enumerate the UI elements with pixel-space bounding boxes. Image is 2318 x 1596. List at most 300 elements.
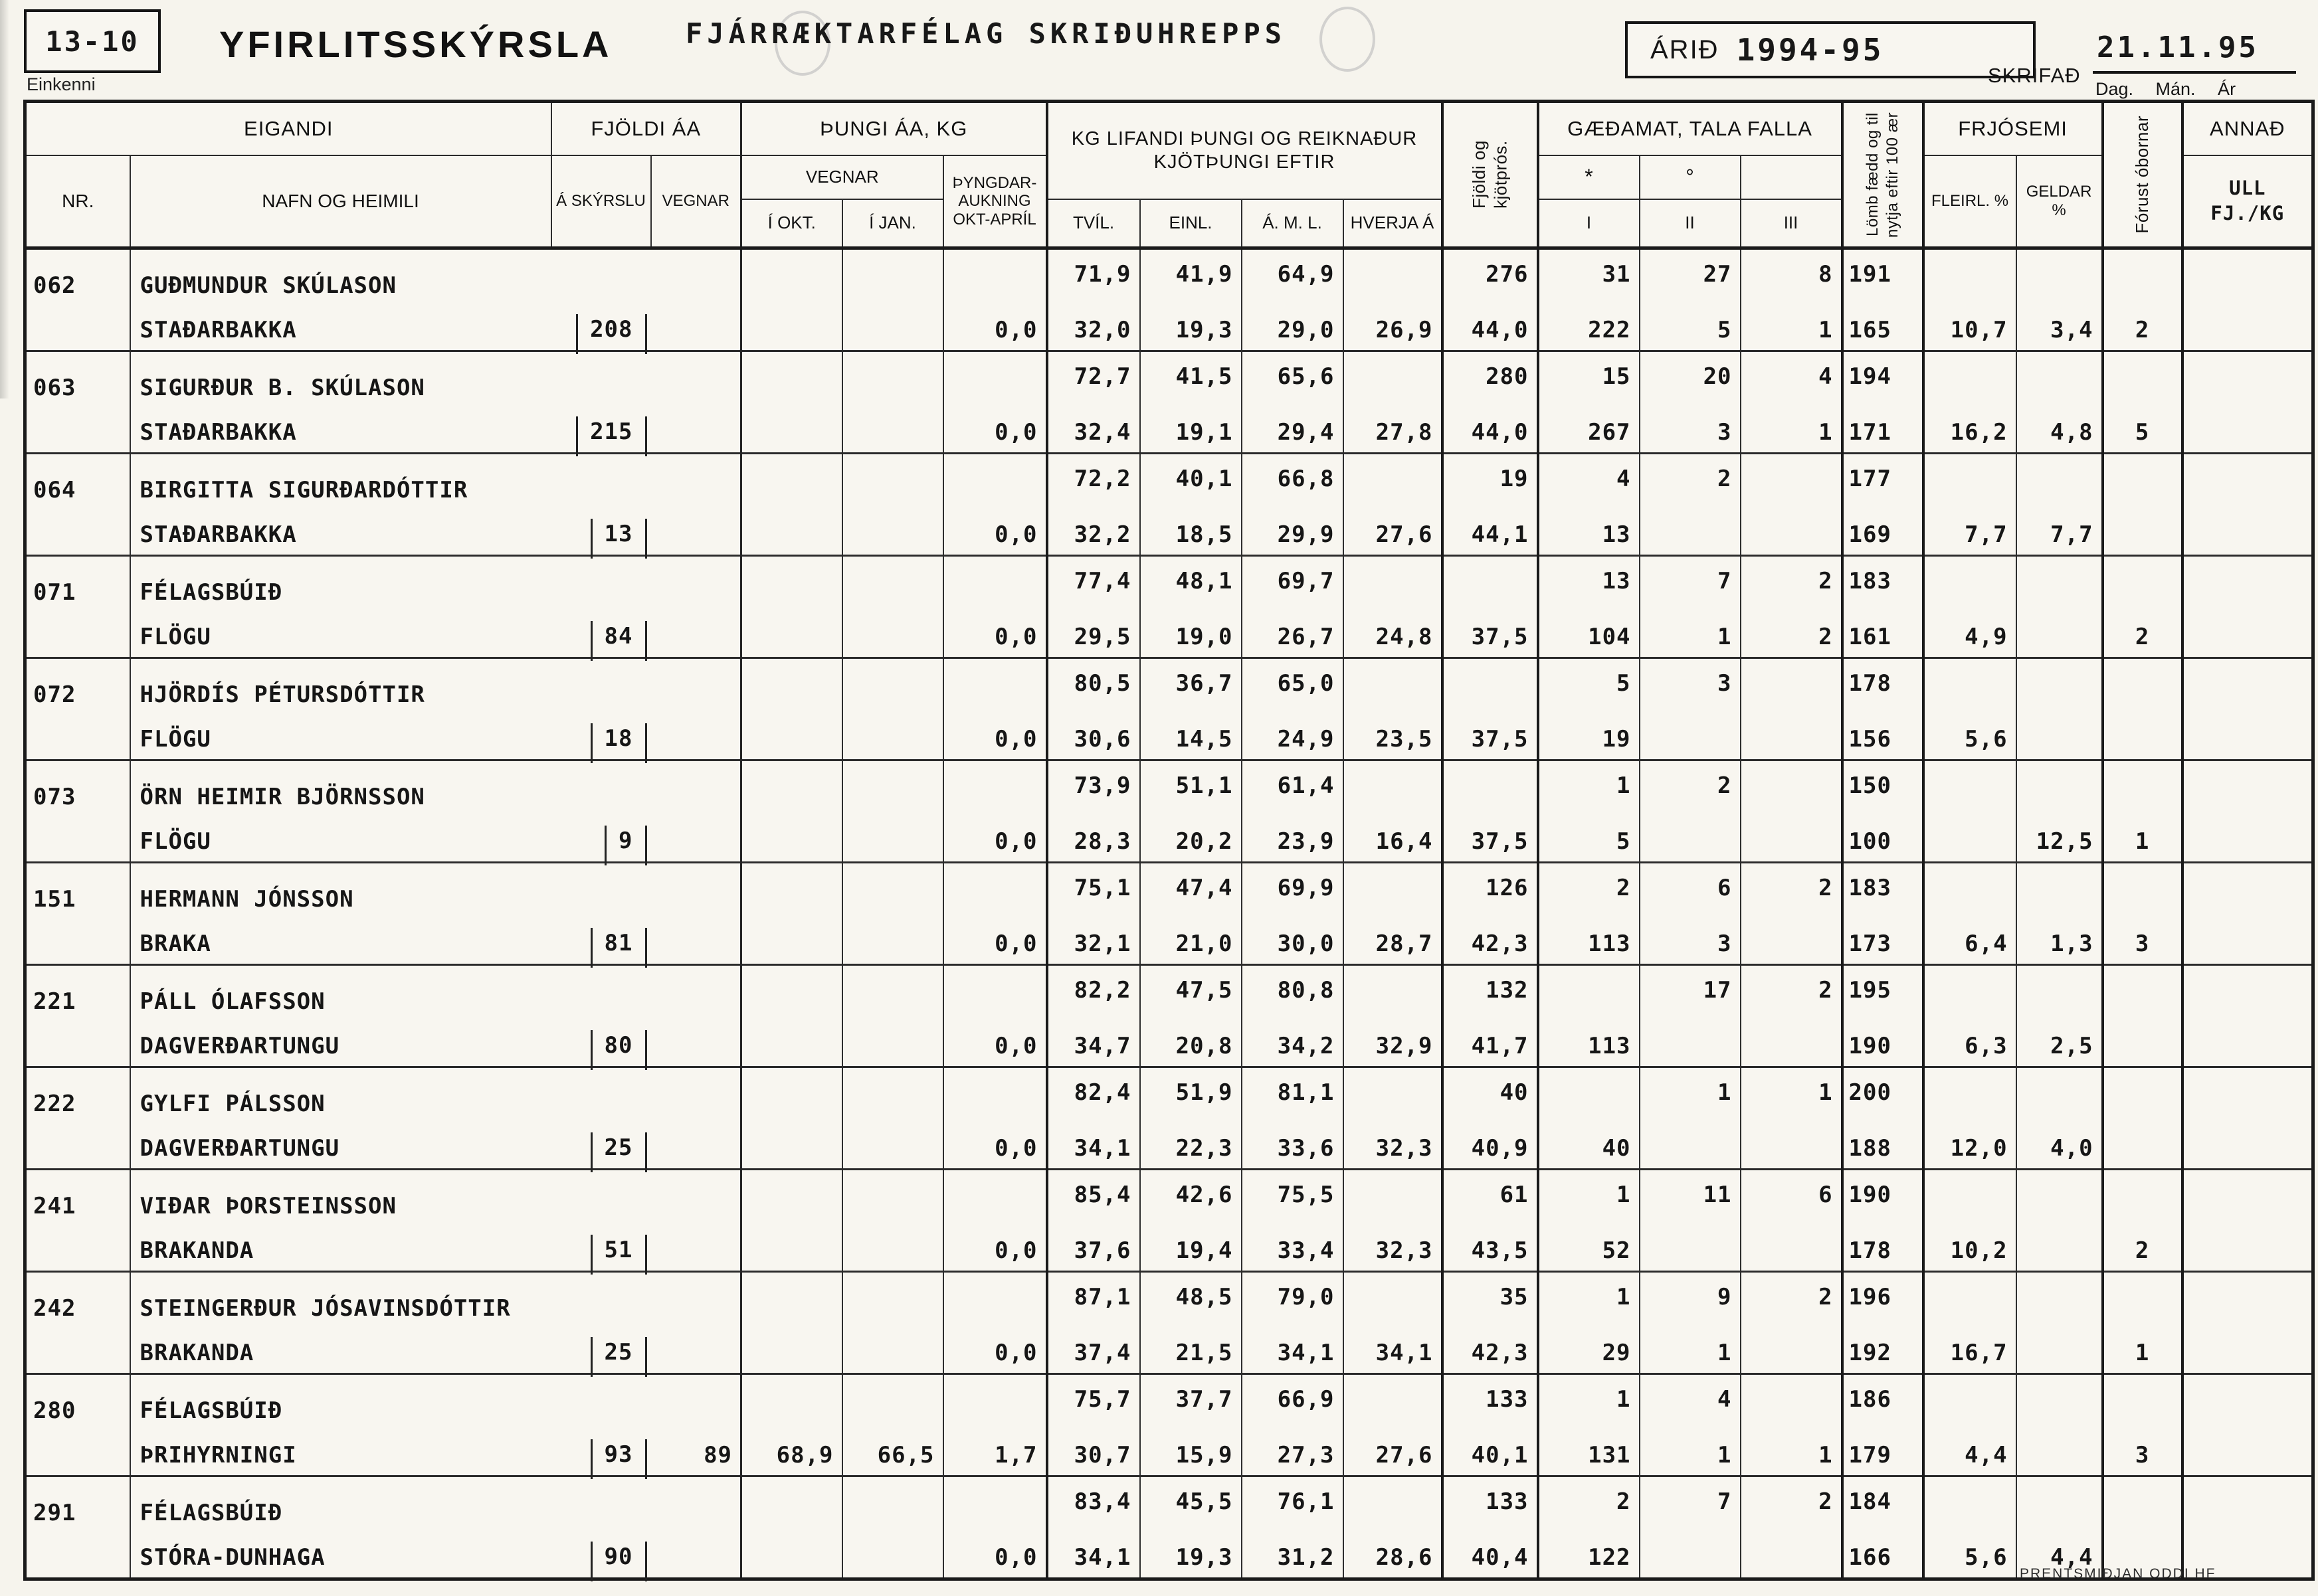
cell-hverjaa: [1343, 863, 1442, 965]
cell-line-1: 190: [1848, 1182, 1891, 1208]
cell-g1: [1538, 1374, 1640, 1476]
cell-line-1: [1344, 1273, 1441, 1322]
cell-line-2: 166: [1848, 1544, 1891, 1571]
cell-vegnar: [651, 1067, 741, 1170]
cell-i_okt: [741, 1374, 842, 1476]
cell-line-2: 27,8: [1375, 419, 1433, 446]
cell-a_skyrslu: [551, 863, 651, 965]
cell-line-2: 5,6: [1965, 726, 2008, 753]
cell-lomb: [1842, 454, 1923, 556]
table-row: [25, 1272, 2313, 1374]
cell-line-1: 4: [1616, 466, 1631, 492]
cell-vegnar: [651, 965, 741, 1067]
cell-line-1: [843, 659, 943, 708]
cell-line-1: PÁLL ÓLAFSSON: [140, 988, 326, 1015]
cell-line-2: 192: [1848, 1340, 1891, 1366]
cell-fleirl: [1923, 1272, 2016, 1374]
header-grade-i: I: [1538, 199, 1640, 248]
cell-vegnar: [651, 1374, 741, 1476]
cell-line-2: [2184, 606, 2312, 657]
cell-nr: [25, 351, 130, 454]
cell-line-1: [551, 557, 651, 606]
cell-line-2: [551, 1322, 651, 1373]
cell-i_okt: [741, 760, 842, 863]
cell-tvil: [1047, 1476, 1140, 1579]
cell-line-1: 2: [1717, 466, 1732, 492]
cell-einl: [1140, 1374, 1242, 1476]
cell-line-2: [2184, 913, 2312, 964]
cell-line-1: 48,1: [1175, 568, 1233, 594]
cell-i_jan: [842, 248, 943, 351]
cell-line-2: [651, 1526, 741, 1577]
cell-line-2: [843, 708, 943, 759]
einkenni-value: 13-10: [45, 25, 140, 58]
cell-a_skyrslu: [551, 1170, 651, 1272]
cell-line-1: 51,9: [1175, 1079, 1233, 1106]
cell-line-1: 9: [1717, 1284, 1732, 1310]
cell-i_okt: [741, 351, 842, 454]
cell-line-1: [651, 250, 741, 299]
cell-fjoldi: [1442, 1170, 1538, 1272]
cell-line-1: [742, 1273, 842, 1322]
cell-lomb: [1842, 863, 1923, 965]
cell-line-1: 195: [1848, 977, 1891, 1004]
cell-line-2: [1925, 810, 2016, 861]
cell-line-1: [2184, 250, 2312, 299]
cell-line-2: 68,9: [776, 1442, 834, 1468]
cell-aukning: [943, 760, 1047, 863]
cell-g3: [1741, 1170, 1842, 1272]
cell-line-2: [27, 913, 130, 964]
cell-line-1: [843, 1068, 943, 1117]
cell-line-1: [651, 557, 741, 606]
cell-line-2: [551, 1015, 651, 1066]
cell-line-1: [651, 1477, 741, 1526]
cell-line-2: [651, 299, 741, 350]
cell-fjoldi: [1442, 454, 1538, 556]
cell-line-2: STÓRA-DUNHAGA: [140, 1544, 326, 1571]
cell-line-1: 81,1: [1277, 1079, 1335, 1106]
cell-line-1: 178: [1848, 670, 1891, 697]
cell-tvil: [1047, 248, 1140, 351]
header-vegnar-fjoldi: VEGNAR: [651, 155, 741, 248]
cell-i_okt: [741, 556, 842, 658]
header-star-icon: *: [1538, 155, 1640, 199]
cell-forust: [2103, 1476, 2182, 1579]
cell-line-2: 41,7: [1471, 1033, 1529, 1059]
cell-aukning: [943, 1374, 1047, 1476]
cell-line-2: 0,0: [995, 1033, 1038, 1059]
cell-a_skyrslu: [551, 1476, 651, 1579]
cell-vegnar: [651, 454, 741, 556]
cell-line-1: [843, 863, 943, 913]
cell-line-2: 30,7: [1074, 1442, 1131, 1468]
cell-line-1: [1925, 1170, 2016, 1219]
cell-g1: [1538, 351, 1640, 454]
cell-line-1: 280: [1486, 363, 1529, 390]
cell-g1: [1538, 658, 1640, 760]
cell-line-1: [1344, 250, 1441, 299]
cell-lomb: [1842, 248, 1923, 351]
cell-line-2: [2184, 503, 2312, 555]
cell-line-2: [551, 299, 651, 350]
cell-line-1: [551, 454, 651, 503]
cell-line-1: [1444, 761, 1537, 810]
table-row: [25, 760, 2313, 863]
cell-line-1: [944, 659, 1046, 708]
cell-line-1: GUÐMUNDUR SKÚLASON: [140, 272, 397, 299]
cell-line-2: 30,6: [1074, 726, 1131, 753]
cell-nr: [25, 965, 130, 1067]
cell-line-2: [651, 1322, 741, 1373]
cell-line-2: 40,4: [1471, 1544, 1529, 1571]
cell-line-2: 179: [1848, 1442, 1891, 1468]
cell-line-2: ÞRIHYRNINGI: [140, 1442, 297, 1468]
cell-line-1: [551, 1375, 651, 1424]
cell-line-2: 28,3: [1074, 828, 1131, 855]
cell-line-2: [2104, 1015, 2181, 1066]
cell-line-1: [944, 761, 1046, 810]
cell-line-1: 61: [1499, 1182, 1529, 1208]
cell-line-2: 23,9: [1277, 828, 1335, 855]
cell-line-2: 89: [704, 1442, 733, 1468]
cell-line-2: 33,4: [1277, 1237, 1335, 1264]
cell-fleirl: [1923, 454, 2016, 556]
cell-fleirl: [1923, 965, 2016, 1067]
cell-line-2: [2017, 708, 2101, 759]
cell-a_skyrslu: [551, 1067, 651, 1170]
cell-line-2: [651, 1219, 741, 1271]
cell-geldar: [2016, 658, 2103, 760]
cell-line-2: 21,5: [1175, 1340, 1233, 1366]
cell-line-2: [27, 1117, 130, 1168]
cell-line-2: [2017, 606, 2101, 657]
table-row: [25, 556, 2313, 658]
cell-tvil: [1047, 863, 1140, 965]
cell-line-1: 183: [1848, 568, 1891, 594]
cell-line-1: 064: [33, 477, 76, 503]
cell-geldar: [2016, 248, 2103, 351]
cell-vegnar: [651, 1170, 741, 1272]
cell-line-1: [1344, 557, 1441, 606]
cell-line-2: [742, 708, 842, 759]
cell-line-1: [2017, 966, 2101, 1015]
cell-line-1: [944, 250, 1046, 299]
cell-aukning: [943, 863, 1047, 965]
cell-aml: [1242, 1374, 1343, 1476]
cell-line-1: 194: [1848, 363, 1891, 390]
cell-g2: [1640, 351, 1741, 454]
cell-tvil: [1047, 658, 1140, 760]
cell-line-1: 191: [1848, 261, 1891, 288]
cell-line-1: 6: [1818, 1182, 1833, 1208]
cell-line-1: [1344, 761, 1441, 810]
cell-line-1: [1539, 966, 1639, 1015]
cell-geldar: [2016, 1067, 2103, 1170]
cell-line-2: 40: [1602, 1135, 1631, 1162]
cell-forust: [2103, 1067, 2182, 1170]
cell-a_skyrslu: [551, 1272, 651, 1374]
cell-line-2: 10,7: [1950, 317, 2008, 343]
cell-line-1: [944, 1273, 1046, 1322]
table-row: [25, 454, 2313, 556]
cell-line-2: [551, 401, 651, 452]
table-row: [25, 351, 2313, 454]
date-caption: Dag. Mán. Ár: [2095, 79, 2236, 99]
cell-line-2: 34,1: [1277, 1340, 1335, 1366]
cell-line-2: 37,5: [1471, 726, 1529, 753]
cell-line-1: [2184, 352, 2312, 401]
cell-line-2: [2184, 1117, 2312, 1168]
header-gaedamat: GÆÐAMAT, TALA FALLA: [1538, 102, 1842, 156]
cell-line-2: 12,0: [1950, 1135, 2008, 1162]
cell-i_okt: [741, 1272, 842, 1374]
cell-g3: [1741, 1374, 1842, 1476]
cell-line-1: [944, 454, 1046, 503]
count-with-tick-marks: 18: [591, 723, 647, 763]
cell-line-1: 73,9: [1074, 772, 1131, 799]
written-date-block: [2093, 31, 2296, 100]
count-with-tick-marks: 84: [591, 621, 647, 661]
cell-line-1: [843, 1477, 943, 1526]
cell-vegnar: [651, 760, 741, 863]
cell-line-1: [944, 863, 1046, 913]
cell-hverjaa: [1343, 454, 1442, 556]
cell-line-2: 33,6: [1277, 1135, 1335, 1162]
cell-line-1: 2: [1818, 977, 1833, 1004]
cell-line-1: 242: [33, 1295, 76, 1322]
cell-line-2: STAÐARBAKKA: [140, 317, 297, 343]
cell-fleirl: [1923, 1476, 2016, 1579]
count-with-tick-marks: 13: [591, 519, 647, 559]
cell-line-2: 16,7: [1950, 1340, 2008, 1366]
cell-line-1: [651, 659, 741, 708]
cell-line-2: 3,4: [2050, 317, 2093, 343]
cell-g1: [1538, 1170, 1640, 1272]
cell-nr: [25, 1067, 130, 1170]
cell-line-1: [2104, 1375, 2181, 1424]
cell-a_skyrslu: [551, 965, 651, 1067]
cell-hverjaa: [1343, 965, 1442, 1067]
cell-line-2: 26,9: [1375, 317, 1433, 343]
cell-line-1: 1: [1616, 772, 1631, 799]
cell-line-1: [2104, 352, 2181, 401]
cell-line-1: 1: [1616, 1182, 1631, 1208]
cell-line-2: 1: [1818, 419, 1833, 446]
cell-aml: [1242, 658, 1343, 760]
cell-line-2: [651, 1117, 741, 1168]
einkenni-box: [24, 9, 161, 73]
cell-line-1: [2017, 250, 2101, 299]
cell-fleirl: [1923, 1374, 2016, 1476]
cell-aml: [1242, 351, 1343, 454]
cell-line-1: 063: [33, 375, 76, 401]
cell-fjoldi: [1442, 863, 1538, 965]
header-vegnar-thungi: VEGNAR: [741, 155, 943, 199]
cell-line-2: BRAKANDA: [140, 1237, 254, 1264]
cell-forust: [2103, 556, 2182, 658]
cell-line-1: [944, 1170, 1046, 1219]
cell-line-1: [2017, 1068, 2101, 1117]
cell-name: [130, 1476, 551, 1579]
cell-line-2: 16,4: [1375, 828, 1433, 855]
cell-line-1: [742, 454, 842, 503]
cell-line-2: 29: [1602, 1340, 1631, 1366]
cell-line-2: [2184, 1322, 2312, 1373]
cell-line-1: 2: [1818, 1488, 1833, 1515]
cell-g2: [1640, 248, 1741, 351]
cell-hverjaa: [1343, 556, 1442, 658]
cell-fjoldi: [1442, 248, 1538, 351]
cell-line-1: 4: [1818, 363, 1833, 390]
cell-line-1: [742, 1375, 842, 1424]
cell-line-1: 13: [1602, 568, 1631, 594]
cell-line-1: [551, 1068, 651, 1117]
cell-line-1: [944, 557, 1046, 606]
cell-line-2: 0,0: [995, 931, 1038, 957]
cell-line-2: 5,6: [1965, 1544, 2008, 1571]
cell-line-1: 6: [1717, 875, 1732, 901]
cell-line-2: 43,5: [1471, 1237, 1529, 1264]
cell-line-2: [27, 401, 130, 452]
cell-line-2: [1741, 810, 1841, 861]
cell-line-2: [843, 401, 943, 452]
cell-line-2: [1640, 1219, 1740, 1271]
cell-i_jan: [842, 1374, 943, 1476]
cell-line-2: 1: [1717, 1442, 1732, 1468]
cell-line-1: [2017, 352, 2101, 401]
table-row: [25, 1067, 2313, 1170]
cell-line-2: [1640, 1117, 1740, 1168]
cell-line-1: [651, 1068, 741, 1117]
cell-line-1: [551, 1477, 651, 1526]
cell-fleirl: [1923, 760, 2016, 863]
cell-line-1: [1344, 1477, 1441, 1526]
cell-line-2: 44,0: [1471, 317, 1529, 343]
cell-line-1: 41,5: [1175, 363, 1233, 390]
cell-hverjaa: [1343, 1476, 1442, 1579]
cell-line-1: 1: [1616, 1284, 1631, 1310]
cell-fjoldi: [1442, 351, 1538, 454]
cell-line-1: 1: [1818, 1079, 1833, 1106]
cell-line-1: [651, 1375, 741, 1424]
cell-line-1: 280: [33, 1397, 76, 1424]
cell-line-1: 222: [33, 1091, 76, 1117]
cell-ull: [2182, 248, 2313, 351]
cell-line-1: [742, 966, 842, 1015]
header-thyngdaraukning: ÞYNGDAR-AUKNING OKT-APRÍL: [943, 155, 1047, 248]
cell-line-1: [2184, 1068, 2312, 1117]
cell-a_skyrslu: [551, 454, 651, 556]
cell-line-1: [651, 454, 741, 503]
cell-g1: [1538, 1476, 1640, 1579]
cell-line-2: 4,0: [2050, 1135, 2093, 1162]
cell-line-1: [1925, 1375, 2016, 1424]
cell-vegnar: [651, 556, 741, 658]
cell-fleirl: [1923, 351, 2016, 454]
cell-line-1: 69,9: [1277, 875, 1335, 901]
cell-line-2: 2,5: [2050, 1033, 2093, 1059]
table-row: [25, 658, 2313, 760]
cell-g1: [1538, 454, 1640, 556]
cell-line-1: 76,1: [1277, 1488, 1335, 1515]
cell-line-1: [1925, 659, 2016, 708]
cell-nr: [25, 1170, 130, 1272]
cell-line-1: 11: [1703, 1182, 1732, 1208]
cell-lomb: [1842, 1374, 1923, 1476]
cell-a_skyrslu: [551, 1374, 651, 1476]
cell-line-2: 2: [2135, 1237, 2150, 1264]
cell-i_okt: [741, 1170, 842, 1272]
cell-a_skyrslu: [551, 248, 651, 351]
cell-line-2: 131: [1588, 1442, 1631, 1468]
cell-fjoldi: [1442, 760, 1538, 863]
header-einl: EINL.: [1140, 199, 1242, 248]
cell-vegnar: [651, 351, 741, 454]
cell-line-1: [2017, 454, 2101, 503]
cell-line-2: 222: [1588, 317, 1631, 343]
cell-fleirl: [1923, 863, 2016, 965]
cell-line-1: [651, 1273, 741, 1322]
cell-line-1: HJÖRDÍS PÉTURSDÓTTIR: [140, 681, 425, 708]
cell-line-1: BIRGITTA SIGURÐARDÓTTIR: [140, 477, 468, 503]
cell-line-2: 7,7: [2050, 521, 2093, 548]
cell-line-1: [2017, 761, 2101, 810]
cell-line-2: [2104, 503, 2181, 555]
cell-line-1: [742, 863, 842, 913]
cell-line-2: 104: [1588, 624, 1631, 650]
cell-ull: [2182, 1476, 2313, 1579]
cell-line-2: [651, 606, 741, 657]
cell-line-1: [944, 1375, 1046, 1424]
cell-einl: [1140, 760, 1242, 863]
cell-line-1: 5: [1616, 670, 1631, 697]
cell-tvil: [1047, 1067, 1140, 1170]
cell-geldar: [2016, 1170, 2103, 1272]
cell-forust: [2103, 658, 2182, 760]
cell-line-2: 0,0: [995, 1135, 1038, 1162]
cell-line-1: [843, 1273, 943, 1322]
cell-lomb: [1842, 658, 1923, 760]
cell-line-1: 2: [1818, 1284, 1833, 1310]
cell-line-2: 0,0: [995, 1544, 1038, 1571]
cell-line-2: DAGVERÐARTUNGU: [140, 1135, 340, 1162]
cell-line-1: 2: [1818, 568, 1833, 594]
table-row: [25, 248, 2313, 351]
cell-line-1: [843, 1170, 943, 1219]
cell-vegnar: [651, 248, 741, 351]
cell-line-1: [2104, 557, 2181, 606]
cell-g1: [1538, 965, 1640, 1067]
cell-line-1: VIÐAR ÞORSTEINSSON: [140, 1193, 397, 1219]
cell-line-1: 150: [1848, 772, 1891, 799]
cell-line-1: 133: [1486, 1386, 1529, 1413]
cell-line-1: 79,0: [1277, 1284, 1335, 1310]
cell-lomb: [1842, 760, 1923, 863]
cell-line-1: [2184, 1170, 2312, 1219]
count-with-tick-marks: 51: [591, 1235, 647, 1275]
cell-line-2: 34,2: [1277, 1033, 1335, 1059]
cell-line-1: 186: [1848, 1386, 1891, 1413]
cell-line-1: [1925, 966, 2016, 1015]
cell-einl: [1140, 1067, 1242, 1170]
cell-aukning: [943, 1067, 1047, 1170]
cell-line-2: 30,0: [1277, 931, 1335, 957]
cell-line-1: [1925, 557, 2016, 606]
cell-g3: [1741, 1272, 1842, 1374]
cell-line-1: [551, 1170, 651, 1219]
cell-vegnar: [651, 863, 741, 965]
